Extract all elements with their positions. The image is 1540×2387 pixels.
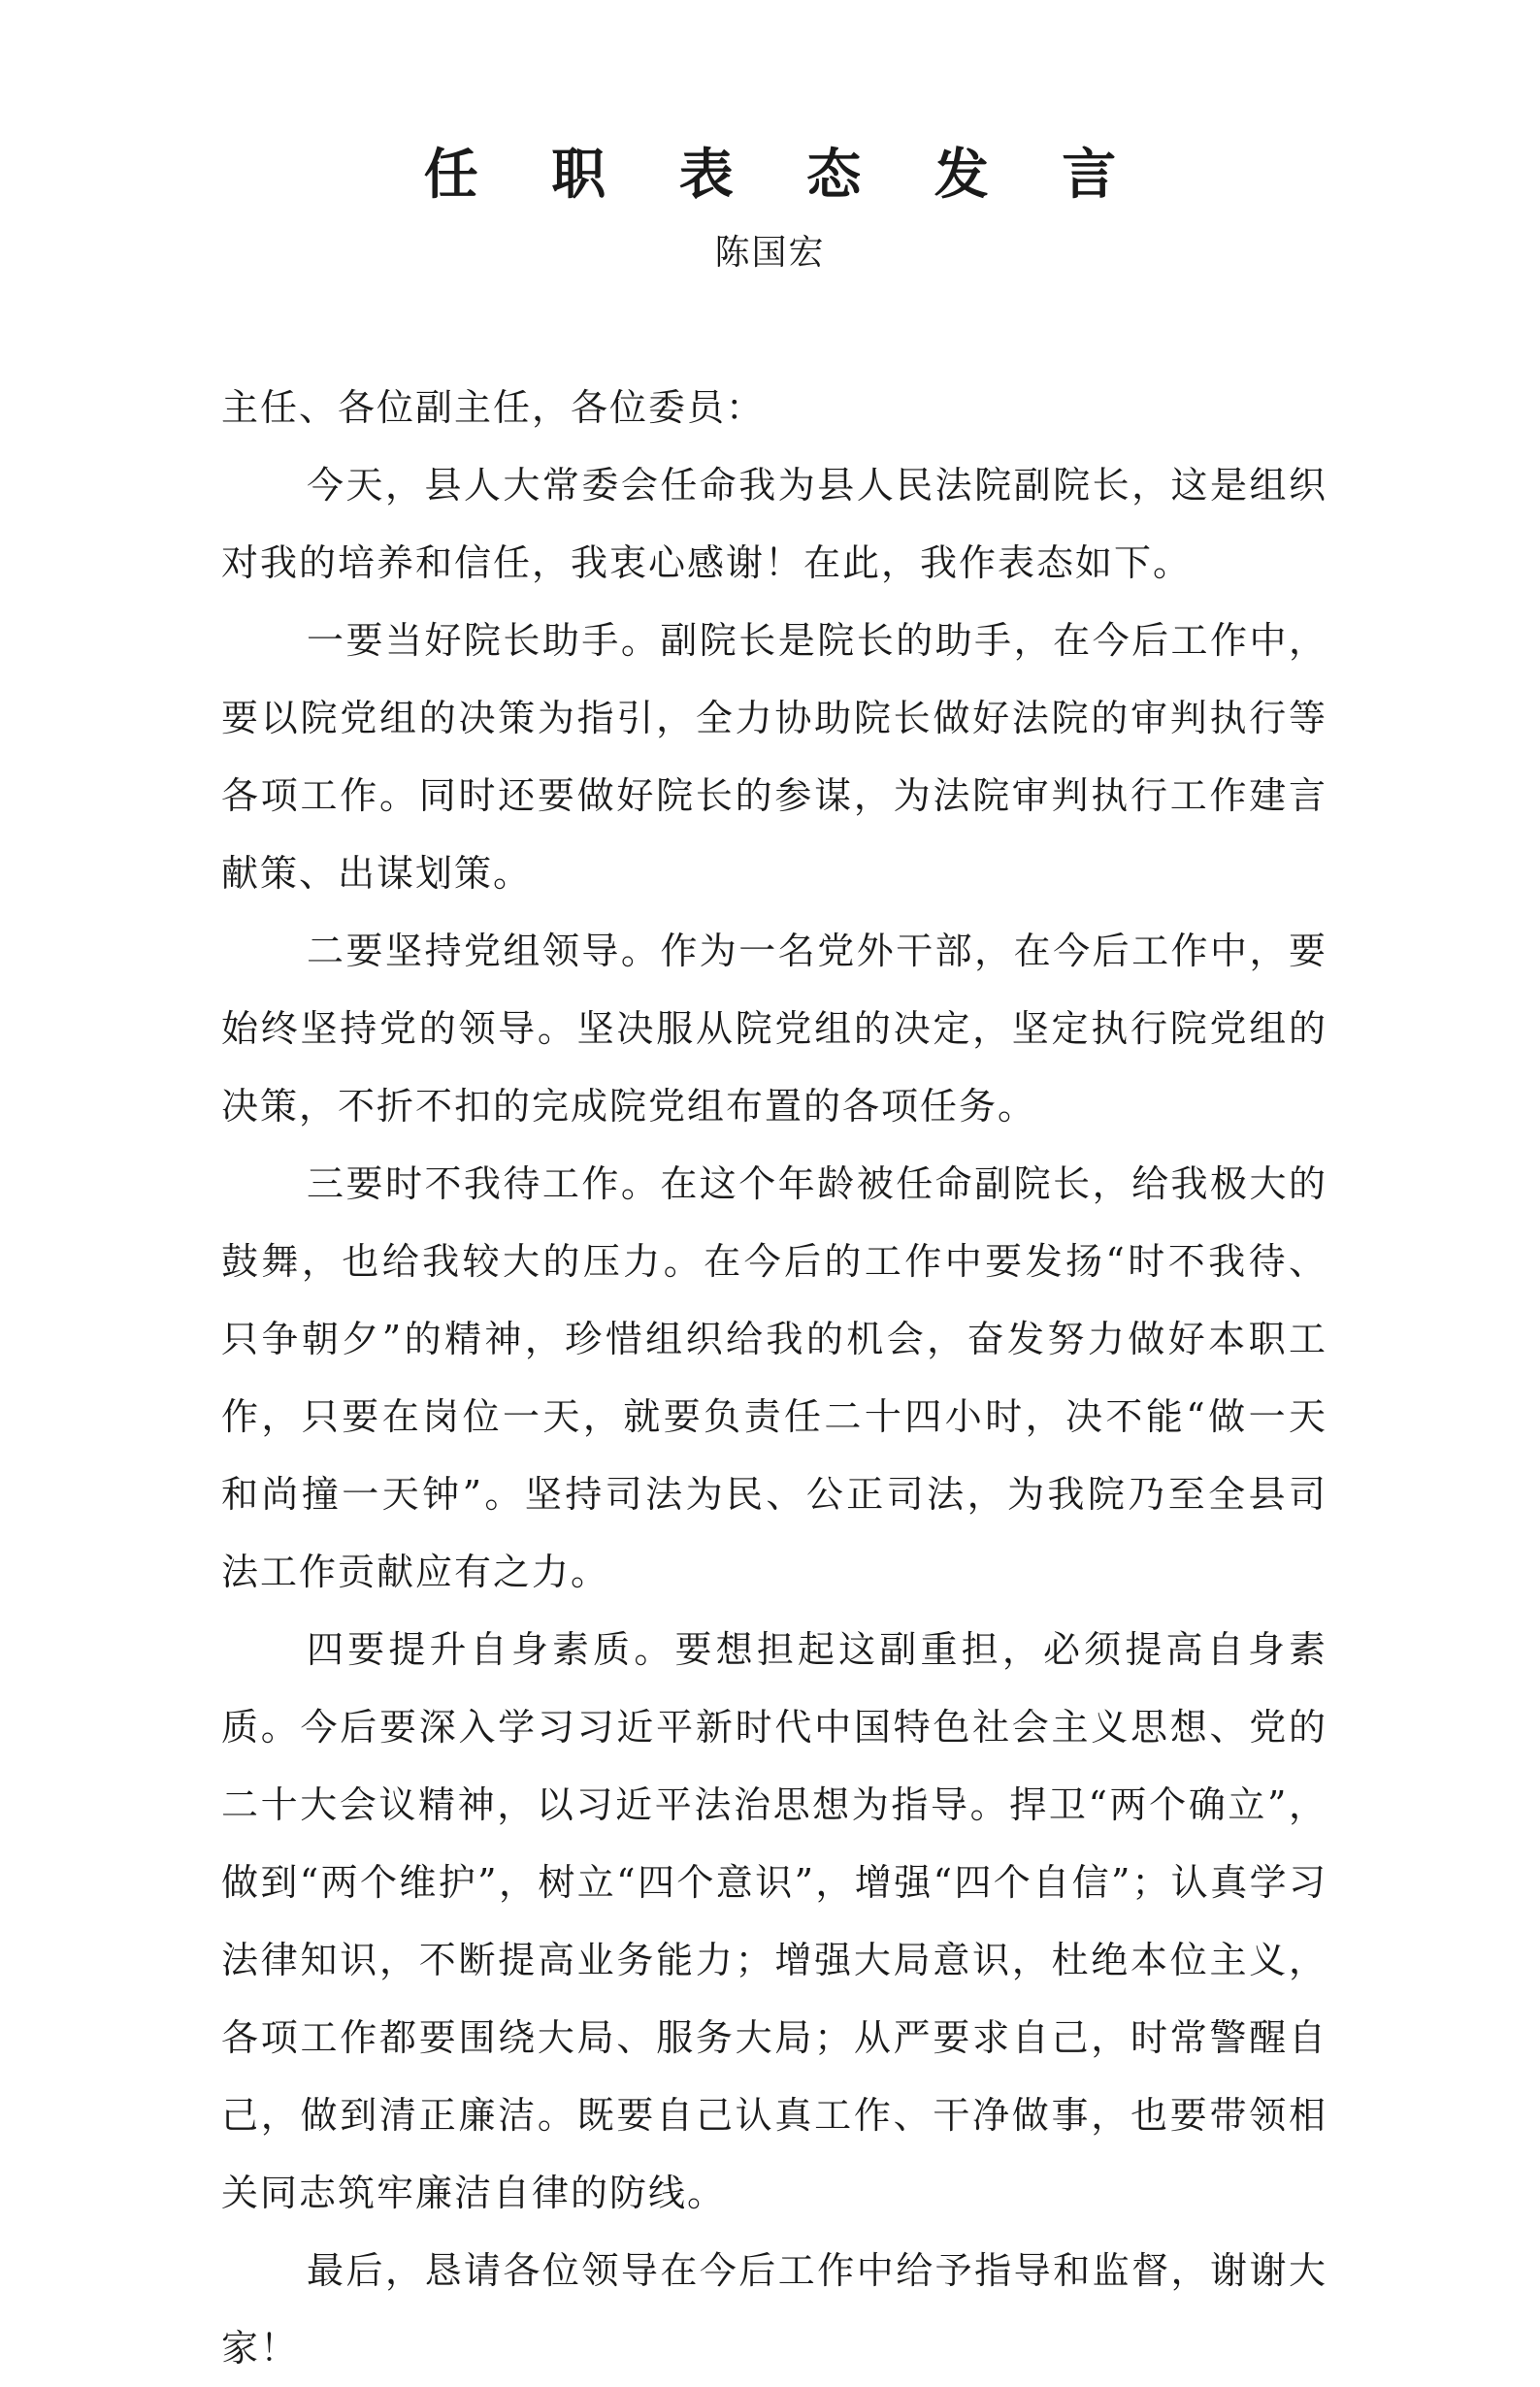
author-name: 陈国宏 [714, 233, 826, 273]
salutation: 主任、各位副主任，各位委员： [221, 386, 766, 429]
paragraph-point-four: 四要提升自身素质。要想担起这副重担，必须提高自身素质。今后要深入学习习近平新时代中国特色社会主义思想、党的二十大会议精神，以习近平法治思想为指导。捍卫“两个确立”，做到“两个维护”，树立“四个意识”，增强“四个自信”；认真学习法律知识，不断提高业务能力；增强大局意识，杜绝本位主义，各项工作都要围绕大局、服务大局；从严要求自己，时常警醒自己，做到清正廉洁。既要自己认真工作、干净做事，也要带领相关同志筑牢廉洁自律的防线。 [221, 1628, 1327, 2214]
paragraph-point-one: 一要当好院长助手。副院长是院长的助手，在今后工作中，要以院党组的决策为指引，全力协助院长做好法院的审判执行等各项工作。同时还要做好院长的参谋，为法院审判执行工作建言献策、出谋划策。 [221, 619, 1327, 895]
document-title: 任 职 表 态 发 言 [423, 143, 1144, 207]
paragraph-closing: 最后，恳请各位领导在今后工作中给予指导和监督，谢谢大家！ [221, 2249, 1327, 2370]
speech-body [221, 369, 1327, 2387]
paragraph-opening: 今天，县人大常委会任命我为县人民法院副院长，这是组织对我的培养和信任，我衷心感谢！在此，我作表态如下。 [221, 464, 1327, 584]
paragraph-point-two: 二要坚持党组领导。作为一名党外干部，在今后工作中，要始终坚持党的领导。坚决服从院党组的决定，坚定执行院党组的决策，不折不扣的完成院党组布置的各项任务。 [221, 930, 1327, 1128]
paragraph-point-three: 三要时不我待工作。在这个年龄被任命副院长，给我极大的鼓舞，也给我较大的压力。在今后的工作中要发扬“时不我待、只争朝夕”的精神，珍惜组织给我的机会，奋发努力做好本职工作，只要在岗位一天，就要负责任二十四小时，决不能“做一天和尚撞一天钟”。坚持司法为民、公正司法，为我院乃至全县司法工作贡献应有之力。 [221, 1162, 1327, 1593]
